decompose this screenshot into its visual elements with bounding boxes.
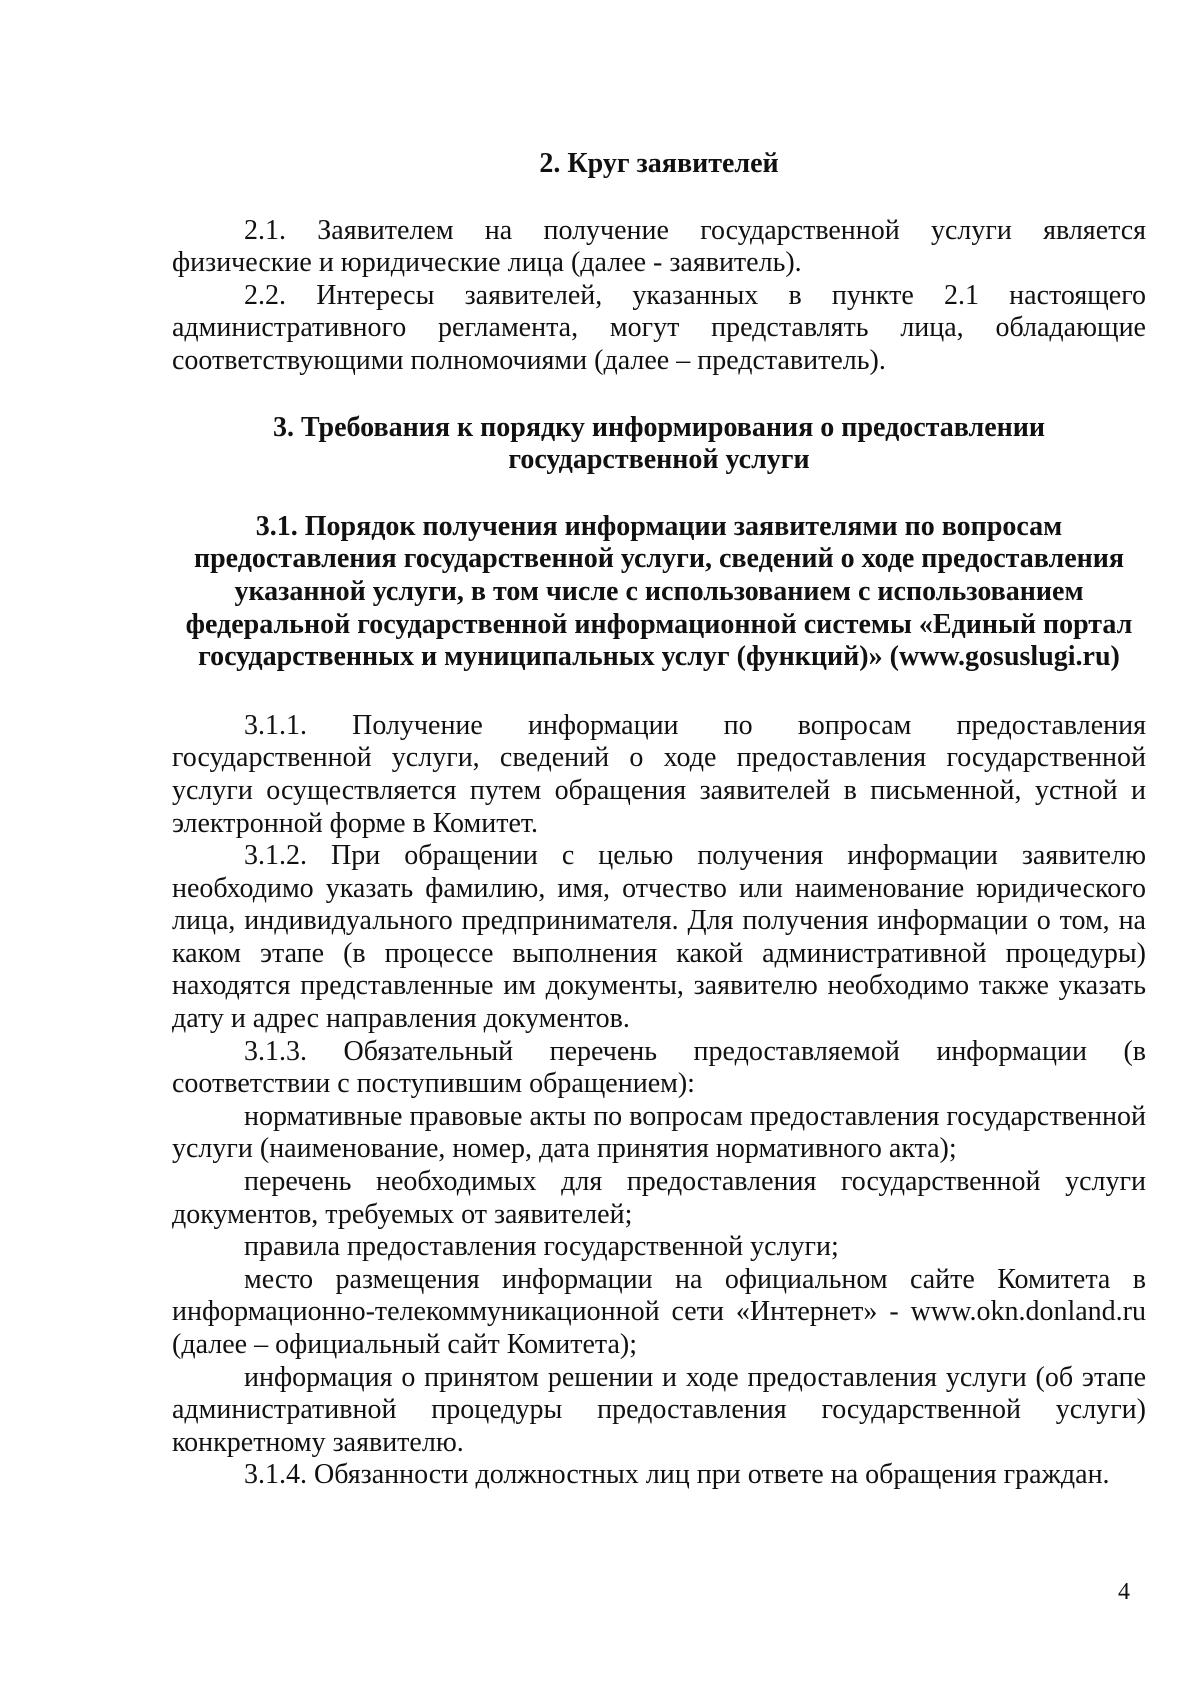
paragraph-2-1: 2.1. Заявителем на получение государственной услуги является физические и юридические лица (далее - заявитель).	[172, 214, 1146, 279]
paragraph-3-1-4: 3.1.4. Обязанности должностных лиц при ответе на обращения граждан.	[244, 1459, 1110, 1491]
section-2-heading: 2. Круг заявителей	[539, 148, 779, 179]
spacer	[172, 181, 1146, 215]
list-item-normative-acts: нормативные правовые акты по вопросам предоставления государственной услуги (наименование, номер, дата принятия нормативного акта);	[172, 1100, 1146, 1165]
paragraph-2-2: 2.2. Интересы заявителей, указанных в пункте 2.1 настоящего административного регламента, могут представлять лица, обладающие соответствующими полномочиями (далее – представитель).	[172, 279, 1146, 376]
document-page	[172, 148, 1146, 1492]
spacer	[172, 674, 1146, 710]
list-item-documents: перечень необходимых для предоставления государственной услуги документов, требуемых от заявителей;	[172, 1166, 1146, 1230]
spacer	[172, 378, 1146, 412]
list-item-website: место размещения информации на официальном сайте Комитета в информационно-телекоммуникационной сети «Интернет» - www.okn.donland.ru (далее – официальный сайт Комитета);	[172, 1263, 1146, 1360]
section-3-heading-line-2: государственной услуги	[508, 444, 810, 476]
section-3-1-subheading: 3.1. Порядок получения информации заявителями по вопросам предоставления государственной услуги, сведений о ходе предоставления указанной услуги, в том числе с использованием с использованием федеральной государственной информационной системы «Единый портал государственных и муниципальных услуг (функций)» (www.gosuslugi.ru)	[185, 510, 1133, 673]
page-number: 4	[1118, 1579, 1130, 1605]
list-item-rules: правила предоставления государственной услуги;	[244, 1231, 839, 1263]
list-item-decision-info: информация о принятом решении и ходе предоставления услуги (об этапе административной процедуры предоставления государственной услуги) конкретному заявителю.	[172, 1361, 1146, 1458]
paragraph-3-1-1: 3.1.1. Получение информации по вопросам предоставления государственной услуги, сведений о ходе предоставления государственной услуги осуществляется путем обращения заявителей в письменной, устной и электронной форме в Комитет.	[172, 709, 1146, 839]
paragraph-3-1-3: 3.1.3. Обязательный перечень предоставляемой информации (в соответствии с поступившим обращением):	[172, 1035, 1146, 1100]
section-3-heading-line-1: 3. Требования к порядку информирования о предоставлении	[272, 411, 1046, 443]
spacer	[172, 477, 1146, 511]
paragraph-3-1-2: 3.1.2. При обращении с целью получения информации заявителю необходимо указать фамилию, имя, отчество или наименование юридического лица, индивидуального предпринимателя. Для получения информации о том, на каком этапе (в процессе выполнения какой административной процедуры) находятся представленные им документы, заявителю необходимо также указать дату и адрес направления документов.	[172, 840, 1146, 1035]
